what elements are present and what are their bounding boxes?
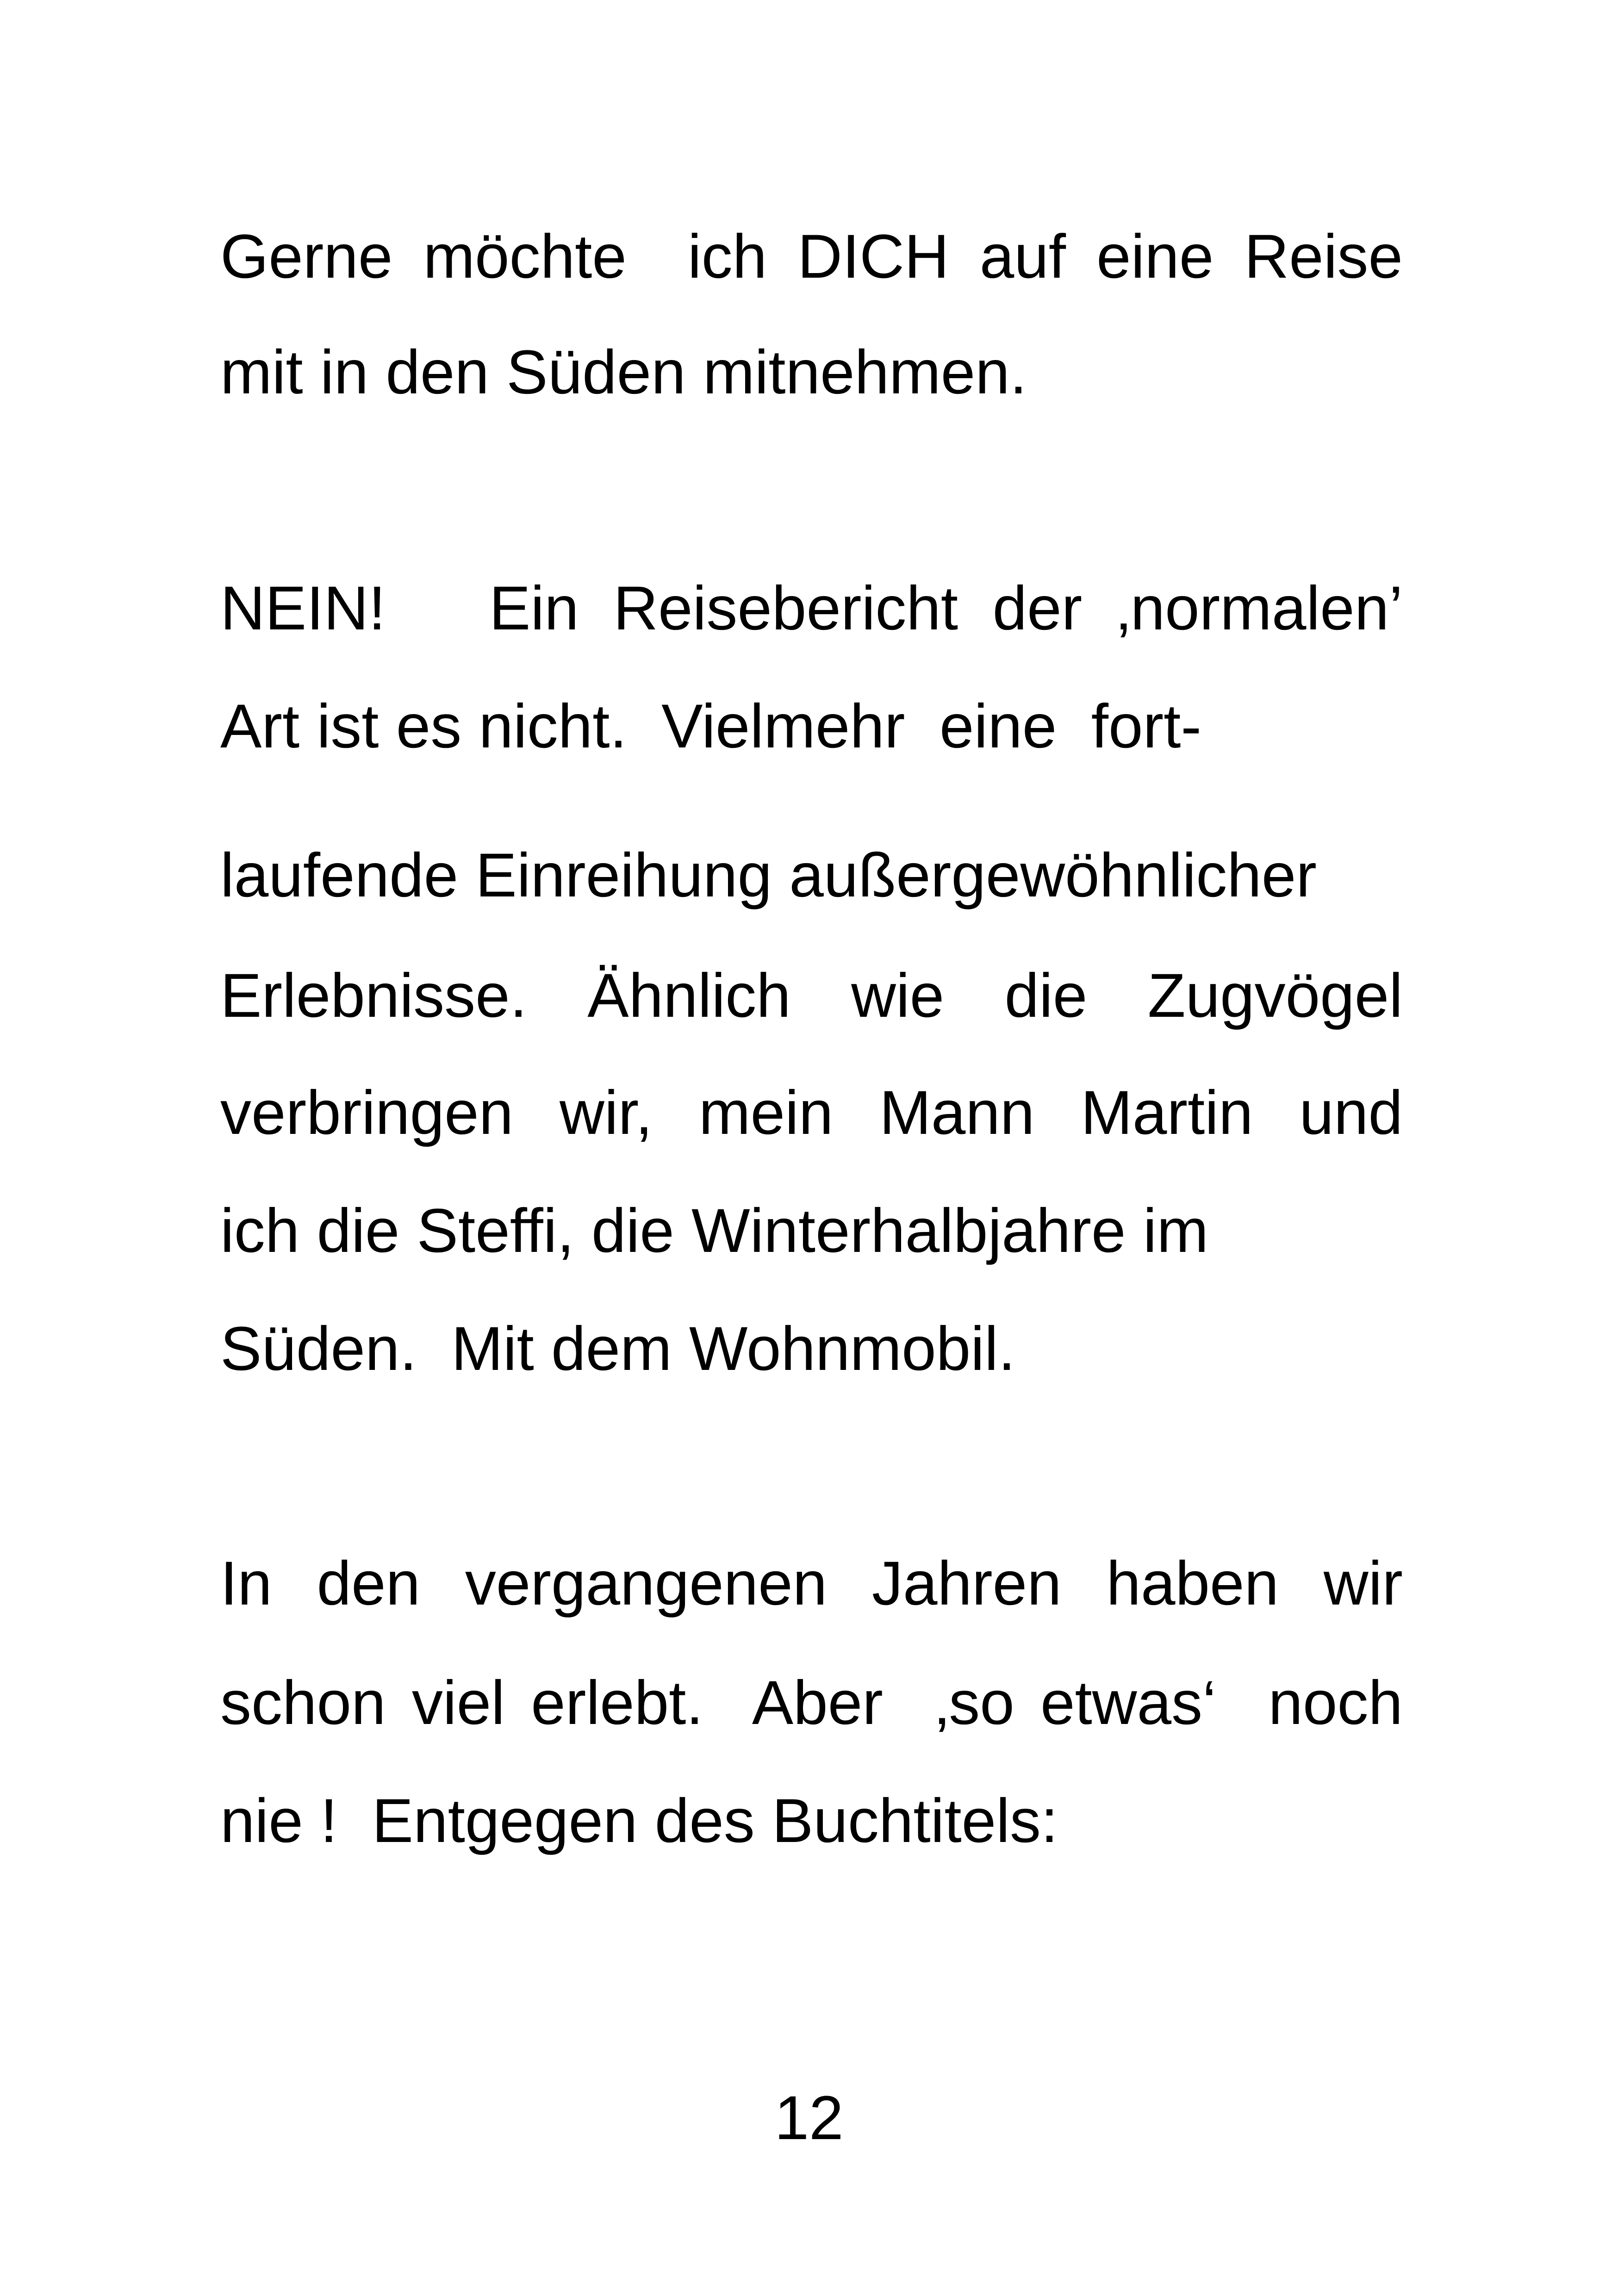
text-line: Gerne möchte ich DICH auf eine Reise bbox=[220, 222, 1403, 291]
page-number: 12 bbox=[774, 2084, 844, 2153]
text-line: schon viel erlebt. Aber ‚so etwas‘ noch bbox=[220, 1668, 1403, 1737]
text-line: In den vergangenen Jahren haben wir bbox=[220, 1549, 1403, 1618]
text-line: nie ! Entgegen des Buchtitels: bbox=[220, 1786, 1058, 1855]
text-line: ich die Steffi, die Winterhalbjahre im bbox=[220, 1196, 1209, 1265]
text-line: NEIN! Ein Reisebericht der ‚normalen’ bbox=[220, 574, 1403, 643]
text-line: mit in den Süden mitnehmen. bbox=[220, 338, 1027, 407]
text-line: Art ist es nicht. Vielmehr eine fort- bbox=[220, 692, 1201, 761]
text-line: Erlebnisse. Ähnlich wie die Zugvögel bbox=[220, 961, 1403, 1030]
text-line: Süden. Mit dem Wohnmobil. bbox=[220, 1314, 1015, 1383]
text-line: laufende Einreihung außergewöhnlicher bbox=[220, 841, 1317, 910]
text-line: verbringen wir, mein Mann Martin und bbox=[220, 1078, 1403, 1147]
